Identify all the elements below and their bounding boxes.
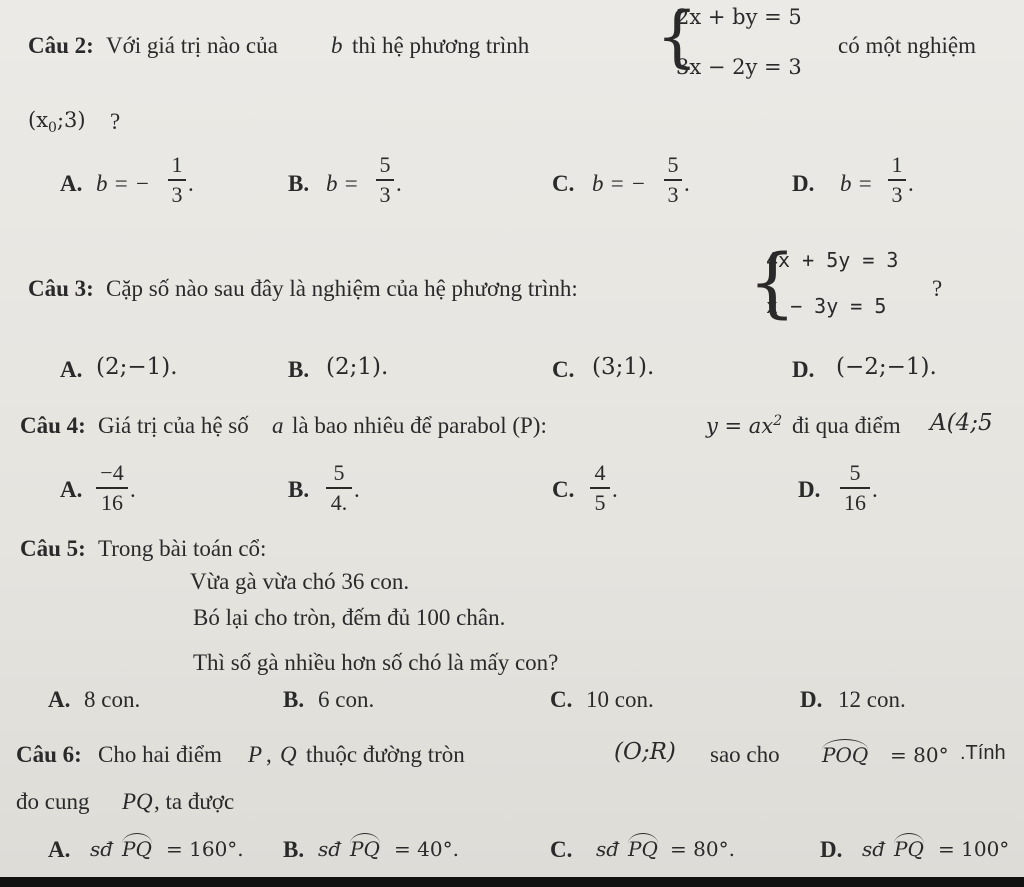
solution-point: $(x_0;3)$ bbox=[28, 108, 86, 137]
equation-1: 4x + 5y = 3 bbox=[766, 248, 899, 272]
question-6-text-4: .Tính bbox=[960, 742, 1006, 764]
option-value: (2;−1). bbox=[96, 354, 178, 380]
option-label: A. bbox=[60, 171, 83, 196]
option-value: 10 con. bbox=[586, 687, 654, 712]
option-label: C. bbox=[552, 171, 575, 196]
option-label: B. bbox=[288, 171, 310, 196]
option-value: (3;1). bbox=[592, 354, 655, 380]
comma: , bbox=[266, 742, 272, 767]
option-label: B. bbox=[288, 477, 310, 502]
option-value: 6 con. bbox=[318, 687, 375, 712]
option-arc: PQ bbox=[894, 837, 924, 861]
fraction: 5 3 bbox=[376, 154, 394, 206]
option-sd: sđ bbox=[90, 837, 114, 861]
option-label: C. bbox=[550, 687, 573, 712]
variable-b: b bbox=[331, 33, 343, 58]
fraction: 5 4. bbox=[326, 462, 352, 514]
question-3-label: Câu 3: bbox=[28, 276, 94, 301]
poem-line: Bó lại cho tròn, đếm đủ 100 chân. bbox=[193, 605, 506, 630]
option-sd: sđ bbox=[318, 837, 342, 861]
variable-a: a bbox=[272, 413, 284, 438]
option-end: . bbox=[684, 171, 690, 196]
fraction: 1 3 bbox=[168, 154, 186, 206]
question-5-text: Trong bài toán cổ: bbox=[98, 536, 267, 561]
question-3-text: Cặp số nào sau đây là nghiệm của hệ phương trình: bbox=[106, 276, 578, 301]
question-6-line-2: đo cung bbox=[16, 789, 90, 814]
question-6-label: Câu 6: bbox=[16, 742, 82, 767]
option-label: A. bbox=[60, 477, 83, 502]
angle-poq: POQ bbox=[822, 743, 869, 767]
option-end: . bbox=[354, 477, 360, 502]
option-value: = 160°. bbox=[166, 837, 244, 861]
option-end: . bbox=[396, 171, 402, 196]
option-end: . bbox=[908, 171, 914, 196]
option-value: (2;1). bbox=[326, 354, 389, 380]
question-5-label: Câu 5: bbox=[20, 536, 86, 561]
brace-icon: { bbox=[748, 237, 797, 326]
option-label: C. bbox=[550, 837, 573, 862]
option-sd: sđ bbox=[596, 837, 620, 861]
fraction: 4 5 bbox=[590, 462, 610, 514]
poem-line: Thì số gà nhiều hơn số chó là mấy con? bbox=[193, 650, 559, 675]
option-label: C. bbox=[552, 477, 575, 502]
fraction: 5 16 bbox=[840, 462, 870, 514]
option-label: B. bbox=[288, 357, 310, 382]
point-q: Q bbox=[280, 742, 297, 767]
option-lhs: b = bbox=[326, 171, 359, 196]
brace-icon: { bbox=[656, 0, 698, 75]
angle-value: = 80° bbox=[890, 743, 949, 767]
option-label: B. bbox=[283, 687, 305, 712]
fraction: −4 16 bbox=[96, 462, 128, 514]
option-label: D. bbox=[820, 837, 843, 862]
option-value: = 100° bbox=[938, 837, 1010, 861]
option-end: . bbox=[188, 171, 194, 196]
option-lhs: b = bbox=[840, 171, 873, 196]
point-a: A(4;5 bbox=[930, 410, 993, 436]
option-value: 12 con. bbox=[838, 687, 906, 712]
option-label: A. bbox=[48, 687, 71, 712]
arc-pq: PQ bbox=[122, 789, 153, 814]
fraction: 1 3 bbox=[888, 154, 906, 206]
question-2-text-2: thì hệ phương trình bbox=[352, 33, 530, 58]
option-arc: PQ bbox=[122, 837, 152, 861]
option-label: B. bbox=[283, 837, 305, 862]
question-4-label: Câu 4: bbox=[20, 413, 86, 438]
option-value: = 40°. bbox=[394, 837, 459, 861]
circle-notation: (O;R) bbox=[614, 739, 676, 765]
question-4-text-2: là bao nhiêu để parabol (P): bbox=[292, 413, 547, 438]
question-2-label: Câu 2: bbox=[28, 33, 94, 58]
question-2-qmark: ? bbox=[110, 109, 121, 134]
option-label: A. bbox=[48, 837, 71, 862]
point-p: P bbox=[248, 742, 263, 767]
option-lhs: b = − bbox=[96, 171, 151, 196]
option-value: 8 con. bbox=[84, 687, 141, 712]
option-end: . bbox=[612, 477, 618, 502]
option-end: . bbox=[872, 477, 878, 502]
option-arc: PQ bbox=[628, 837, 658, 861]
question-6-line-2b: , ta được bbox=[154, 789, 235, 814]
equation-2: x − 3y = 5 bbox=[766, 294, 887, 318]
option-label: D. bbox=[792, 171, 815, 196]
option-label: D. bbox=[792, 357, 815, 382]
option-label: D. bbox=[800, 687, 823, 712]
question-4-text-3: đi qua điểm bbox=[792, 413, 901, 438]
option-label: C. bbox=[552, 357, 575, 382]
option-label: A. bbox=[60, 357, 83, 382]
question-4-text: Giá trị của hệ số bbox=[98, 413, 249, 438]
option-lhs: b = − bbox=[592, 171, 647, 196]
option-label: D. bbox=[798, 477, 821, 502]
question-6-text-2: thuộc đường tròn bbox=[306, 742, 465, 767]
option-end: . bbox=[130, 477, 136, 502]
question-3-qmark: ? bbox=[932, 276, 943, 301]
option-value: (−2;−1). bbox=[836, 354, 937, 380]
option-value: = 80°. bbox=[670, 837, 735, 861]
question-6-text-3: sao cho bbox=[710, 742, 780, 767]
equation-1: 2x + by = 5 bbox=[676, 5, 802, 29]
poem-line: Vừa gà vừa chó 36 con. bbox=[190, 569, 410, 594]
option-sd: sđ bbox=[862, 837, 886, 861]
question-6-text: Cho hai điểm bbox=[98, 742, 222, 767]
equation-2: 3x − 2y = 3 bbox=[676, 55, 802, 79]
option-arc: PQ bbox=[350, 837, 380, 861]
parabol-formula: $y = ax^2$ bbox=[706, 413, 783, 438]
question-2-text: Với giá trị nào của bbox=[106, 33, 278, 58]
bottom-edge bbox=[0, 877, 1024, 887]
question-2-text-3: có một nghiệm bbox=[838, 33, 976, 58]
fraction: 5 3 bbox=[664, 154, 682, 206]
